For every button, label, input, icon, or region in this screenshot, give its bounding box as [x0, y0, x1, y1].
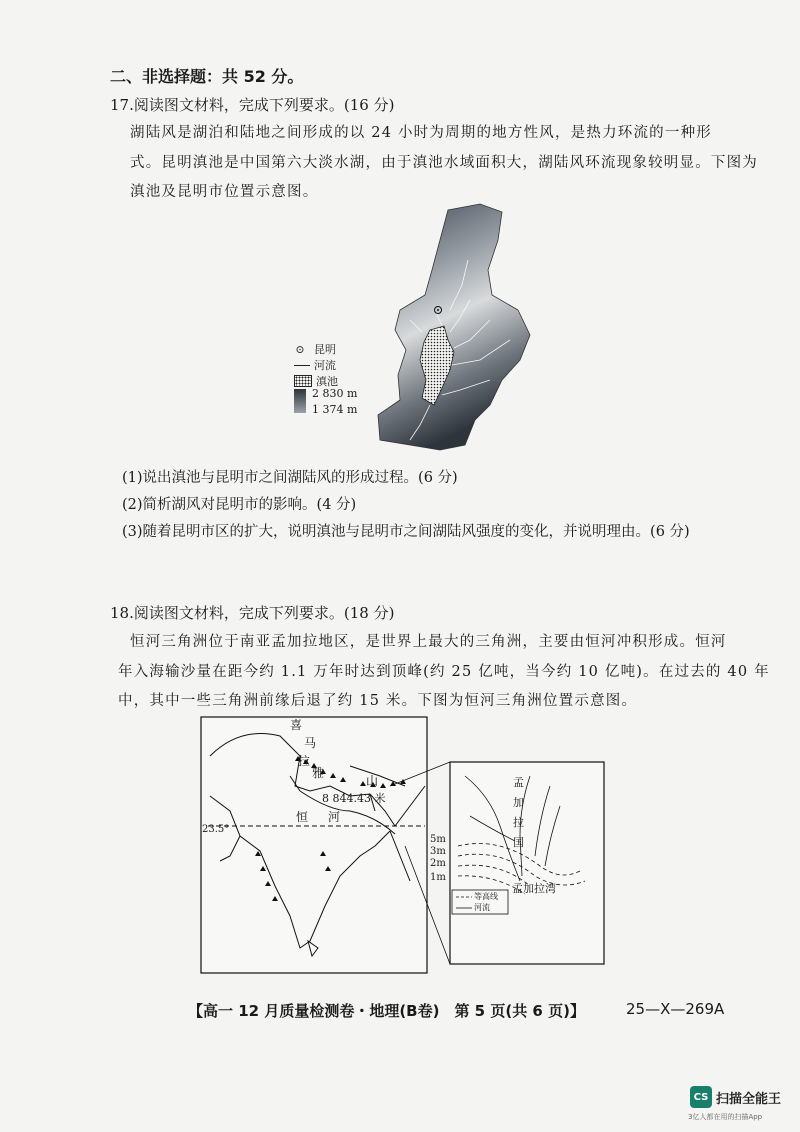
label-bangladesh-2: 加 — [513, 796, 524, 809]
scanner-watermark — [690, 1086, 781, 1108]
q18-line-1: 恒河三角洲位于南亚孟加拉地区，是世界上最大的三角洲，主要由恒河冲积形成。恒河 — [130, 634, 727, 650]
q17-line-3: 滇池及昆明市位置示意图。 — [130, 184, 319, 200]
label-bangladesh-1: 孟 — [513, 776, 524, 789]
contour-label-1m: 1m — [430, 872, 446, 883]
label-himalaya-2: 马 — [304, 736, 317, 750]
dianchi-map — [370, 200, 540, 460]
ganges-map — [200, 716, 605, 974]
label-himalaya-4: 雅 — [312, 766, 325, 780]
contour-label-2m: 2m — [430, 858, 446, 869]
legend-city-label: 昆明 — [314, 343, 336, 356]
q17-line-2: 式。昆明滇池是中国第六大淡水湖，由于滇池水域面积大，湖陆风环流现象较明显。下图为 — [130, 155, 758, 171]
inset-legend-contour: 等高线 — [474, 892, 498, 901]
label-latitude: 23.5° — [202, 824, 230, 835]
q17-heading: 17.阅读图文材料，完成下列要求。(16 分) — [110, 96, 395, 114]
lake-pattern-icon — [294, 375, 312, 387]
inset-legend-river: 河流 — [474, 903, 490, 912]
legend-lake-label: 滇池 — [316, 375, 338, 388]
elevation-ramp-icon — [294, 389, 306, 413]
watermark-name: 扫描全能王 — [716, 1091, 782, 1107]
label-bay-of-bengal: 孟加拉湾 — [512, 882, 556, 895]
label-ganges-2: 河 — [328, 810, 341, 824]
ganges-map-drawing — [200, 716, 605, 974]
q17-sub-2: (2)简析湖风对昆明市的影响。(4 分) — [122, 497, 357, 513]
label-himalaya-3: 拉 — [298, 754, 311, 768]
legend-river — [294, 357, 336, 373]
section-title: 二、非选择题：共 52 分。 — [110, 67, 304, 86]
contour-label-5m: 5m — [430, 834, 446, 845]
inset-map-frame — [450, 762, 604, 964]
q18-line-2: 年入海输沙量在距今约 1.1 万年时达到顶峰(约 25 亿吨，当今约 10 亿吨)。在过去的 40 年 — [118, 664, 770, 680]
label-peak-height: 8 844.43 米 — [322, 792, 386, 805]
legend-river-label: 河流 — [314, 359, 336, 372]
legend-elev-low: 1 374 m — [312, 403, 358, 416]
label-ganges-1: 恒 — [296, 810, 309, 824]
label-himalaya-1: 喜 — [290, 718, 303, 732]
label-bangladesh-3: 拉 — [513, 816, 524, 829]
q17-sub-3: (3)随着昆明市区的扩大，说明滇池与昆明市之间湖陆风强度的变化，并说明理由。(6 分) — [122, 524, 690, 540]
legend-city — [294, 341, 336, 357]
contour-label-3m: 3m — [430, 846, 446, 857]
q17-sub-1: (1)说出滇池与昆明市之间湖陆风的形成过程。(6 分) — [122, 470, 458, 486]
watermark-tagline: 3亿人都在用的扫描App — [688, 1113, 763, 1121]
legend-elev-high: 2 830 m — [312, 387, 358, 400]
city-marker-icon: ⊙ — [295, 342, 305, 356]
page-code: 25—X—269A — [626, 1000, 725, 1018]
label-bangladesh-4: 国 — [513, 836, 524, 849]
camscanner-logo-icon: CS — [690, 1086, 712, 1108]
q17-line-1: 湖陆风是湖泊和陆地之间形成的以 24 小时为周期的地方性风，是热力环流的一种形 — [130, 125, 712, 141]
river-line-icon — [294, 365, 310, 366]
main-map-frame — [201, 717, 427, 973]
label-himalaya-5: 山 — [366, 774, 379, 788]
page-footer: 【高一 12 月质量检测卷・地理(B卷) 第 5 页(共 6 页)】 — [188, 1002, 585, 1020]
q18-heading: 18.阅读图文材料，完成下列要求。(18 分) — [110, 604, 395, 622]
q18-line-3: 中，其中一些三角洲前缘后退了约 15 米。下图为恒河三角洲位置示意图。 — [118, 693, 638, 709]
